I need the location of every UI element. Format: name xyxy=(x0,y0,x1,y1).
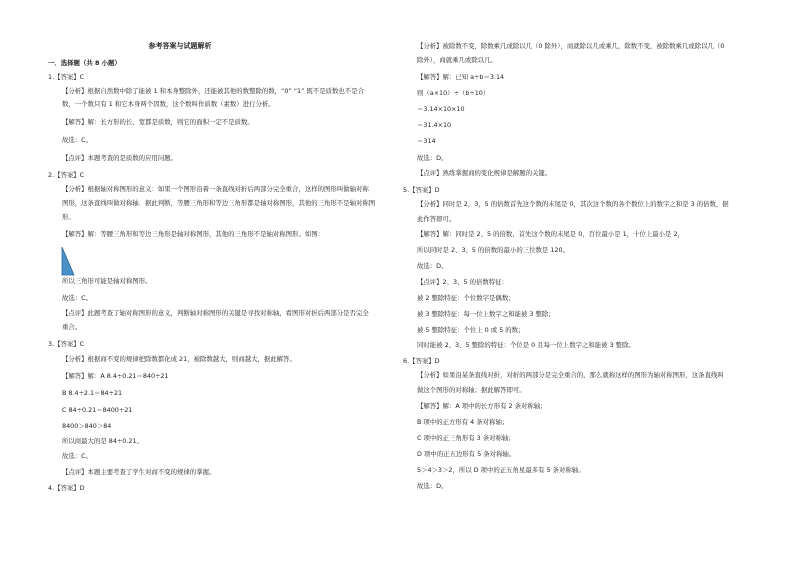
right-column-line: 所以同时是 2、3、5 的倍数的最小的三位数是 120。 xyxy=(417,246,569,254)
section-heading: 一．选择题（共 8 小题） xyxy=(48,59,121,67)
left-column-line: 【点评】本题主要考查了学生对商不变的规律的掌握。 xyxy=(62,468,216,476)
right-column-line: 6.【答案】D xyxy=(403,357,440,365)
left-column-line: 【分析】根据商不变的规律把除数都化成 21，被除数越大，则商越大，据此解答。 xyxy=(62,355,296,363)
right-column-line: 【解答】解：同时是 2、5 的倍数，首先这个数的末尾是 0，百位最小是 1，十位上最小是 2， xyxy=(417,230,684,238)
left-column-line: 2.【答案】C xyxy=(48,171,85,179)
left-column-line: 【分析】根据自然数中除了能被 1 和本身整除外，还能被其他的数整除的数，“0” “1” 既不是质数也不是合 xyxy=(62,87,364,95)
left-column-line: 【解答】解：长方形的长、宽都是质数，则它的面积一定不是质数。 xyxy=(62,118,254,126)
right-column-line: 故选：D。 xyxy=(417,482,448,490)
right-column-line: ＝3.14×10×10 xyxy=(417,105,465,113)
right-column-line: 【分析】同时是 2，3，5 的倍数首先这个数的末尾是 0，其次这个数的各个数位上的数字之和是 3 的倍数，据 xyxy=(417,200,729,208)
left-column-line: 4.【答案】D xyxy=(48,484,85,492)
page-title: 参考答案与试题解析 xyxy=(148,42,212,50)
right-column-line: ＝31.4×10 xyxy=(417,121,452,129)
right-column-line: 被 5 整除特征：个位上 0 或 5 的数； xyxy=(417,326,525,334)
left-column-line: 所以商最大的是 84÷0.21。 xyxy=(62,437,143,445)
left-column-line: 所以三角形可能是轴对称图形。 xyxy=(62,277,152,285)
left-column-line: 故选：C。 xyxy=(62,136,93,144)
left-column-line: 图形，这条直线叫做对称轴．据此判断，等腰三角形和等边三角形都是轴对称图形，其他的三角形不是轴对称图 xyxy=(62,199,376,207)
right-column-line: 5＞4＞3＞2，所以 D 项中的正五角星最多有 5 条对称轴。 xyxy=(417,466,585,474)
right-column-line: 【点评】熟练掌握商的变化规律是解题的关键。 xyxy=(417,169,552,177)
left-column-line: 【分析】根据轴对称图形的意义：如果一个图形沿着一条直线对折后两部分完全重合，这样的图形叫做轴对称 xyxy=(62,185,369,193)
right-column-line: C 项中的正三角形有 3 条对称轴； xyxy=(417,434,515,442)
right-column-line: 【分析】被除数不变，除数乘几或除以几（0 除外），商就除以几或乘几，除数不变，被除数乘几或除以几（0 xyxy=(417,42,725,50)
right-column-line: 则（a×10）÷（b÷10） xyxy=(417,89,490,97)
left-column-line: 【解答】解：A 8.4÷0.21＝840÷21 xyxy=(62,372,169,380)
right-column-line: 【解答】解：已知 a÷b＝3.14 xyxy=(417,73,505,81)
right-column-line: 被 2 整除特征：个位数字是偶数； xyxy=(417,294,515,302)
right-column xyxy=(403,0,748,562)
left-column xyxy=(48,0,393,562)
left-column-line: 1.【答案】C xyxy=(48,73,85,81)
left-column-line: B 8.4÷2.1＝84÷21 xyxy=(62,389,123,397)
right-column-line: 被 3 整除特征：每一位上数字之和能被 3 整除； xyxy=(417,310,555,318)
right-column-line: 此作答即可。 xyxy=(417,215,456,223)
left-column-line: 【点评】此题考查了轴对称图形的意义，判断轴对称图形的关键是寻找对称轴，看图形对折后两部分是否完全 xyxy=(62,309,369,317)
right-column-line: 同时能被 2、3、5 整除的特征：个位是 0 且每一位上数字之和能被 3 整除。 xyxy=(417,341,635,349)
right-column-line: 【点评】2、3、5 的倍数特征： xyxy=(417,278,508,286)
right-column-line: ＝314 xyxy=(417,137,436,145)
right-column-line: 除外），商就乘几或除以几。 xyxy=(417,56,497,64)
right-column-line: D 项中的正五边形有 5 条对称轴。 xyxy=(417,450,516,458)
left-column-line: 故选：C。 xyxy=(62,452,93,460)
right-column-line: 5.【答案】D xyxy=(403,186,440,194)
left-column-line: 数，一个数只有 1 和它本身两个因数，这个数叫作质数（素数）进行分析。 xyxy=(62,100,275,108)
left-column-line: 【点评】本题考查的是质数的应用问题。 xyxy=(62,154,178,162)
left-column-line: 3.【答案】C xyxy=(48,340,85,348)
right-column-line: 【分析】如果沿某条直线对折，对折的两部分是完全重合的，那么就称这样的图形为轴对称图形，这条直线叫 xyxy=(417,371,724,379)
left-column-line: C 84÷0.21＝8400÷21 xyxy=(62,406,133,414)
right-column-line: 做这个图形的对称轴；据此解答即可。 xyxy=(417,386,526,394)
right-column-line: B 项中的正方形有 4 条对称轴； xyxy=(417,418,509,426)
left-column-line: 【解答】解：等腰三角形和等边三角形是轴对称图形，其他的三角形不是轴对称图形。如图： xyxy=(62,230,325,238)
left-column-line: 8400＞840＞84 xyxy=(62,422,112,430)
right-column-line: 故选：D。 xyxy=(417,262,448,270)
left-column-line: 形。 xyxy=(62,213,75,221)
right-column-line: 【解答】解：A 项中的长方形有 2 条对称轴； xyxy=(417,402,547,410)
triangle-shape xyxy=(62,247,74,275)
left-column-line: 重合。 xyxy=(62,323,82,331)
right-column-line: 故选：D。 xyxy=(417,154,448,162)
left-column-line: 故选：C。 xyxy=(62,294,93,302)
isosceles-triangle-figure xyxy=(60,246,76,276)
